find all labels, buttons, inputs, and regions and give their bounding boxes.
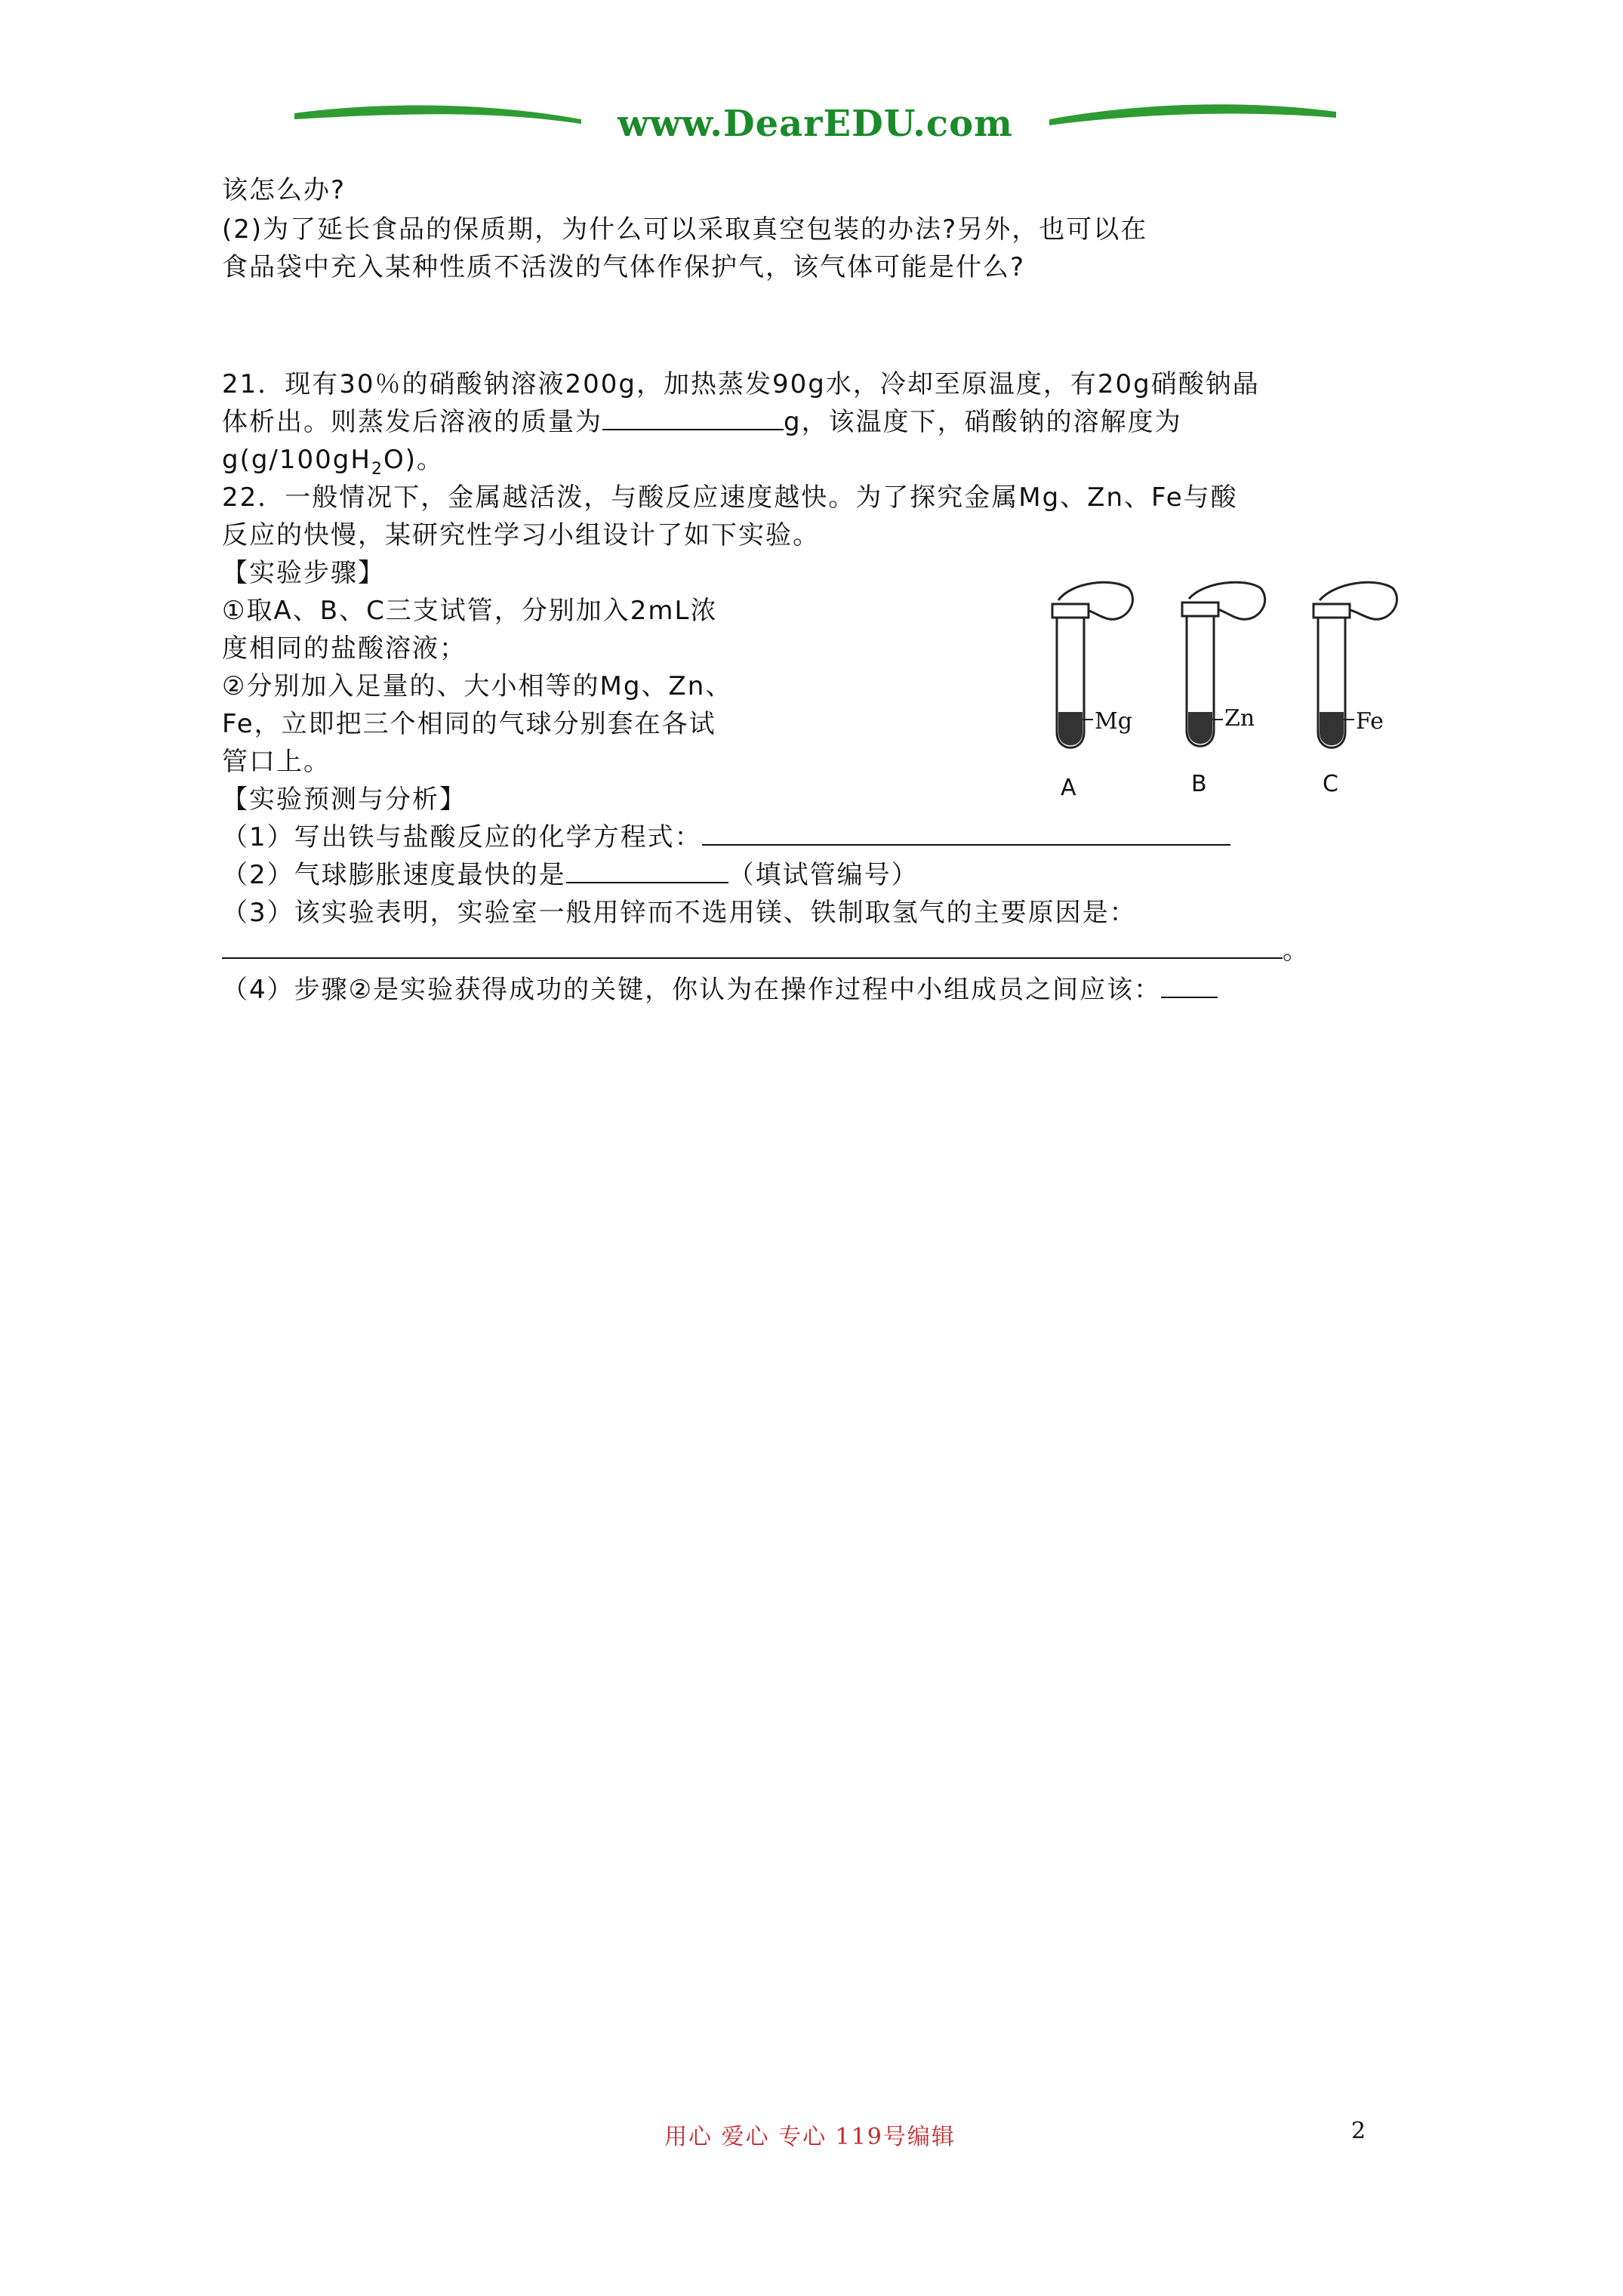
q22-analysis-3-end: 。 [1283, 935, 1310, 966]
q22-step2-line2: Fe，立即把三个相同的气球分别套在各试 [222, 709, 716, 739]
q20-part2-line2: 食品袋中充入某种性质不活泼的气体作保护气，该气体可能是什么? [222, 252, 1026, 282]
q22-step1-line1: ①取A、B、C三支试管，分别加入2mL浓 [222, 596, 718, 626]
q21-line2-text-b: g，该温度下，硝酸钠的溶解度为 [784, 407, 1182, 437]
page-number: 2 [1351, 2118, 1366, 2144]
q22-analysis-2-text-a: （2）气球膨胀速度最快的是 [222, 860, 566, 890]
footer-editor-note: 用心 爱心 专心 119号编辑 [664, 2124, 956, 2150]
q21-subscript: 2 [371, 459, 383, 479]
q22-step2-line3: 管口上。 [222, 747, 331, 777]
q22-step2-line1: ②分别加入足量的、大小相等的Mg、Zn、 [222, 671, 733, 701]
q21-answer-blank-mass[interactable] [602, 406, 784, 430]
q21-line3-text-a: g(g/100gH [222, 445, 371, 475]
q22-analysis-3-answer [222, 932, 1310, 969]
test-tube-figure [1042, 578, 1419, 804]
q22-step1-line2: 度相同的盐酸溶液； [222, 633, 467, 664]
q22-analysis-3: （3）该实验表明，实验室一般用锌而不选用镁、铁制取氢气的主要原因是： [222, 898, 1137, 928]
tube-a-metal-label: Mg [1095, 708, 1132, 735]
header-banner [294, 97, 1336, 157]
q22-analysis-4 [222, 972, 1218, 1008]
q22-answer-blank-cooperation[interactable] [1161, 974, 1218, 998]
site-url: www.DearEDU.com [617, 103, 1013, 145]
tube-c-letter: C [1323, 771, 1338, 797]
q22-analysis-heading: 【实验预测与分析】 [222, 784, 467, 815]
q22-answer-blank-equation[interactable] [702, 821, 1230, 846]
tube-b-letter: B [1191, 771, 1207, 797]
q21-line1: 21．现有30％的硝酸钠溶液200g，加热蒸发90g水，冷却至原温度，有20g硝酸钠晶 [222, 369, 1260, 399]
q21-line2 [222, 404, 1182, 440]
test-tube-diagram [1042, 578, 1419, 804]
q20-part2-line1: (2)为了延长食品的保质期，为什么可以采取真空包装的办法?另外，也可以在 [222, 214, 1148, 245]
q22-analysis-1-text: （1）写出铁与盐酸反应的化学方程式： [222, 822, 702, 852]
q22-analysis-2-text-b: （填试管编号） [728, 860, 919, 890]
q21-line3-text-b: O)。 [383, 445, 444, 475]
q22-answer-blank-tube[interactable] [566, 859, 728, 883]
tube-c-metal-label: Fe [1356, 708, 1384, 735]
q20-continuation: 该怎么办? [222, 175, 346, 205]
q22-steps-heading: 【实验步骤】 [222, 558, 385, 588]
tube-b-metal-label: Zn [1224, 705, 1255, 732]
page-footer [0, 2118, 1623, 2148]
q22-analysis-2 [222, 857, 919, 893]
q21-line2-text-a: 体析出。则蒸发后溶液的质量为 [222, 407, 602, 437]
q22-line2: 反应的快慢，某研究性学习小组设计了如下实验。 [222, 520, 820, 550]
q22-answer-blank-reason[interactable] [222, 935, 1283, 959]
tube-a-letter: A [1061, 775, 1076, 801]
q22-analysis-4-text: （4）步骤②是实验获得成功的关键，你认为在操作过程中小组成员之间应该： [222, 975, 1162, 1005]
q22-line1: 22．一般情况下，金属越活泼，与酸反应速度越快。为了探究金属Mg、Zn、Fe与酸 [222, 482, 1238, 513]
q22-analysis-1 [222, 819, 1230, 855]
